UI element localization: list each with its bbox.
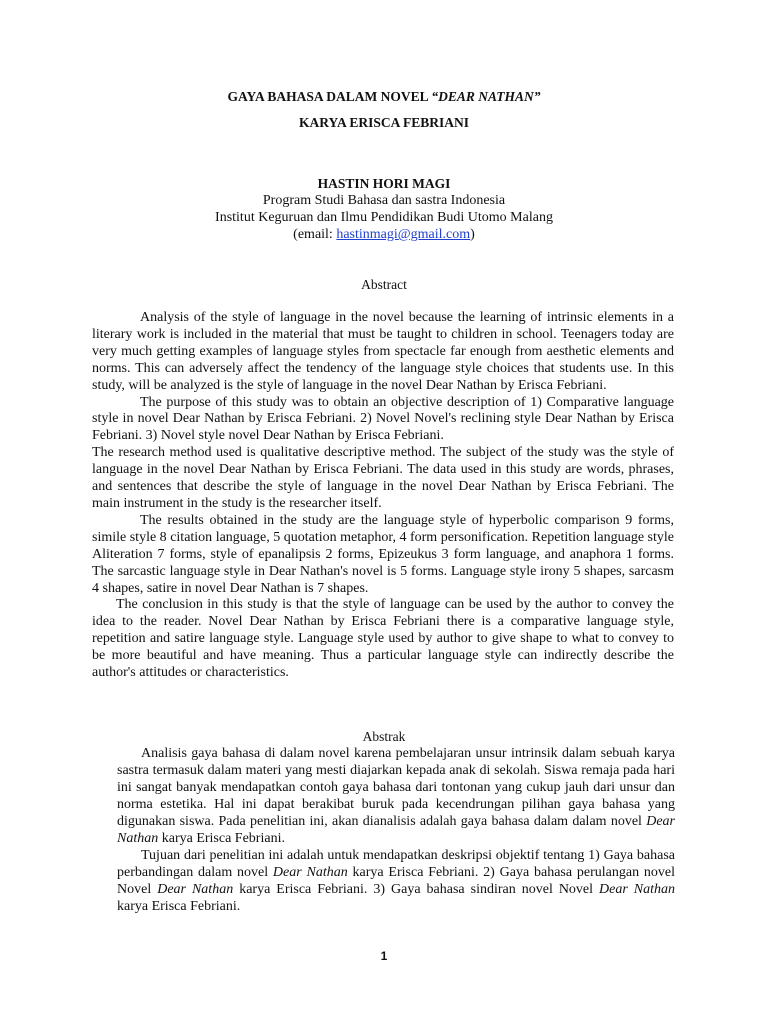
abstrak-p2-text-a: Tujuan dari penelitian ini adalah untuk mendapatkan deskripsi objektif tentang 1) Gaya bahasa perbandingan dalam novel	[117, 848, 675, 880]
abstract-heading: Abstract	[361, 277, 407, 292]
abstrak-p2-text-b: karya Erisca Febriani. 2) Gaya bahasa perulangan novel Novel	[117, 865, 675, 897]
paper-title-line2: KARYA ERISCA FEBRIANI	[298, 115, 470, 130]
abstrak-heading: Abstrak	[362, 729, 406, 744]
page-number: 1	[380, 949, 388, 963]
abstract-paragraph-3: The research method used is qualitative descriptive method. The subject of the study was the style of language in the novel Dear Nathan by Erisca Febriani. The data used in this study are words, phrases, and sentences that describe the style of language in the novel Dear Nathan by Erisca Febriani. The main instrument in the study is the researcher itself.	[92, 445, 674, 511]
abstrak-p2-novel-2: Dear Nathan	[157, 882, 234, 897]
abstrak-p2-text-d: karya Erisca Febriani.	[117, 899, 241, 914]
email-suffix: )	[470, 227, 475, 242]
author-email-line	[0, 227, 768, 243]
email-prefix: (email:	[293, 227, 337, 242]
abstract-paragraph-4: The results obtained in the study are the language style of hyperbolic comparison 9 forms, simile style 8 citation language, 5 quotation metaphor, 4 form personification. Repetition language style Aliteration 7 forms, style of epanalipsis 2 forms, Epizeukus 3 form language, and anaphora 1 forms. The sarcastic language style in Dear Nathan's novel is 5 forms. Language style irony 5 shapes, sarcasm 4 shapes, satire in novel Dear Nathan is 7 shapes.	[92, 512, 674, 596]
abstrak-paragraph-2	[117, 847, 675, 915]
abstract-paragraph-5: The conclusion in this study is that the style of language can be used by the author to convey the idea to the reader. Novel Dear Nathan by Erisca Febriani there is a comparative language style, repetition and satire language style. Language style used by author to give shape to what to convey to be more beautiful and have meaning. Thus a particular language style can indirectly describe the author's attitudes or characteristics.	[92, 597, 674, 681]
abstrak-p1-novel: Dear Nathan	[117, 814, 675, 846]
abstrak-p2-novel-3: Dear Nathan	[599, 882, 676, 897]
abstrak-p1-text-b: karya Erisca Febriani.	[158, 831, 285, 846]
email-link[interactable]: hastinmagi@gmail.com	[336, 227, 471, 242]
abstrak-p1-text-a: Analisis gaya bahasa di dalam novel karena pembelajaran unsur intrinsik dalam sebuah karya sastra termasuk dalam materi yang mesti diajarkan kepada anak di sekolah. Siswa remaja pada hari ini sangat banyak mendapatkan contoh gaya bahasa dari tontonan yang cukup jauh dari unsur dan norma estetika. Hal ini dapat berakibat buruk pada kecendrungan pilihan gaya bahasa yang digunakan siswa. Pada penelitian ini, akan dianalisis adalah gaya bahasa dalam dalam novel	[117, 746, 675, 829]
author-institution: Institut Keguruan dan Ilmu Pendidikan Budi Utomo Malang	[215, 210, 553, 225]
abstrak-body	[117, 745, 675, 915]
abstract-paragraph-1: Analysis of the style of language in the novel because the learning of intrinsic elements in a literary work is included in the material that must be taught to children in school. Teenagers today are very much getting examples of language styles from spectacle far enough from aesthetic elements and norms. This can adversely affect the tendency of the language style choices that students use. In this study, will be analyzed is the style of language in the novel Dear Nathan by Erisca Febriani.	[92, 310, 674, 393]
author-program: Program Studi Bahasa dan sastra Indonesia	[262, 193, 506, 208]
title-prefix: GAYA BAHASA DALAM NOVEL	[227, 89, 432, 104]
paper-title-line1	[0, 89, 768, 105]
author-name: HASTIN HORI MAGI	[317, 176, 451, 191]
abstrak-p2-text-c: karya Erisca Febriani. 3) Gaya bahasa sindiran novel Novel	[233, 882, 600, 897]
abstract-body	[92, 310, 674, 682]
abstrak-paragraph-1	[117, 745, 675, 847]
abstrak-p2-novel-1: Dear Nathan	[272, 865, 348, 880]
title-novel-name: “DEAR NATHAN”	[431, 89, 541, 104]
abstract-paragraph-2: The purpose of this study was to obtain an objective description of 1) Comparative language style in novel Dear Nathan by Erisca Febriani. 2) Novel Novel's reclining style Dear Nathan by Erisca Febriani. 3) Novel style novel Dear Nathan by Erisca Febriani.	[92, 394, 674, 444]
